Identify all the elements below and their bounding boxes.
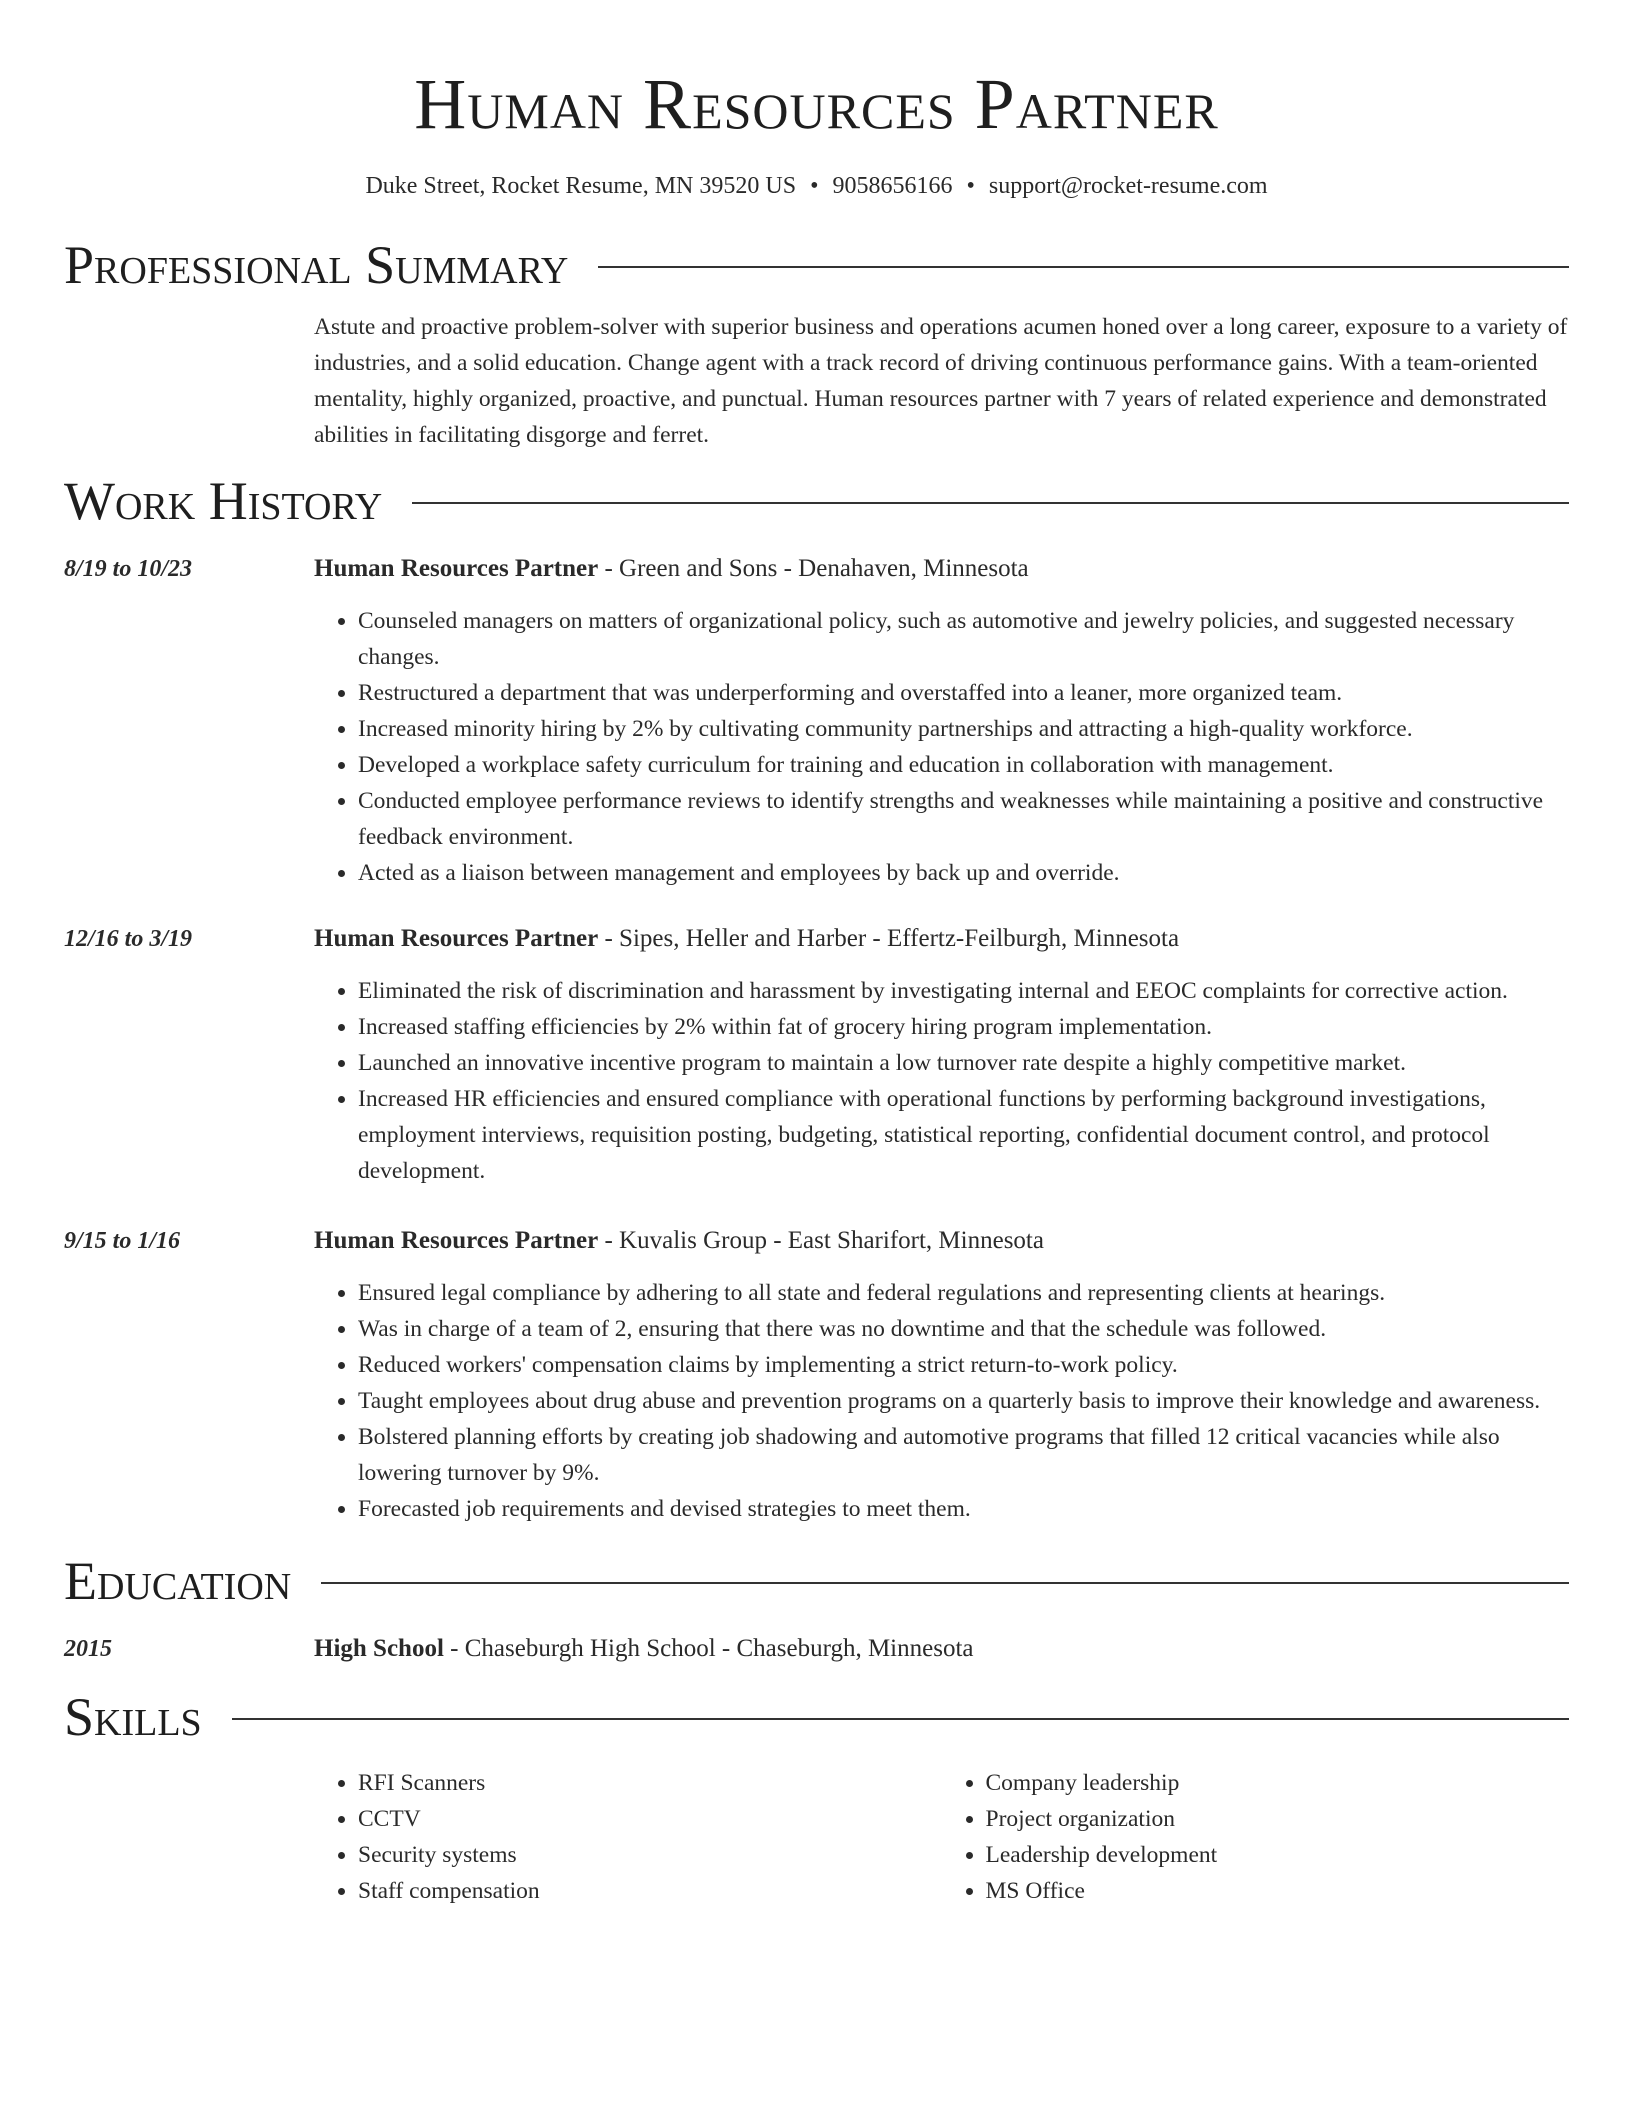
job-details: - Green and Sons - Denahaven, Minnesota [598, 555, 1029, 582]
list-item: • Forecasted job requirements and devised strategies to meet them. [358, 1491, 1569, 1527]
work-history-section [64, 469, 1569, 1527]
education-heading-line [314, 1631, 1569, 1667]
contact-separator: • [810, 173, 819, 199]
list-item: • Acted as a liaison between management and employees by back up and override. [358, 855, 1569, 891]
section-divider [412, 502, 1569, 504]
list-item: • Counseled managers on matters of organizational policy, such as automotive and jewelry policies, and suggested necessary changes. [358, 603, 1569, 675]
skill-item: • Security systems [358, 1837, 942, 1873]
list-item: • Restructured a department that was underperforming and overstaffed into a leaner, more organized team. [358, 675, 1569, 711]
education-heading: Education [64, 1551, 292, 1611]
contact-separator: • [966, 173, 975, 199]
list-item: • Increased HR efficiencies and ensured compliance with operational functions by performing background investigations, employment interviews, requisition posting, budgeting, statistical reporting, confidential document control, and protocol development. [358, 1081, 1569, 1189]
list-item: • Launched an innovative incentive program to maintain a low turnover rate despite a highly competitive market. [358, 1045, 1569, 1081]
skill-item: • RFI Scanners [358, 1765, 942, 1801]
skill-item: • Staff compensation [358, 1873, 942, 1909]
list-item: • Conducted employee performance reviews to identify strengths and weaknesses while maintaining a positive and constructive feedback environment. [358, 783, 1569, 855]
job-entry [64, 1223, 1569, 1527]
education-year: 2015 [64, 1636, 112, 1662]
list-item: • Reduced workers' compensation claims by implementing a strict return-to-work policy. [358, 1347, 1569, 1383]
job-bullets [314, 603, 1569, 891]
summary-section [64, 233, 1569, 453]
skill-item: • MS Office [986, 1873, 1570, 1909]
job-dates: 12/16 to 3/19 [64, 926, 193, 952]
job-heading [314, 551, 1569, 587]
list-item: • Eliminated the risk of discrimination and harassment by investigating internal and EEOC complaints for corrective action. [358, 973, 1569, 1009]
list-item: • Increased minority hiring by 2% by cultivating community partnerships and attracting a high-quality workforce. [358, 711, 1569, 747]
job-entry [64, 921, 1569, 1189]
job-bullets [314, 973, 1569, 1189]
education-section [64, 1549, 1569, 1667]
skill-item: • CCTV [358, 1801, 942, 1837]
job-bullets [314, 1275, 1569, 1527]
list-item: • Bolstered planning efforts by creating job shadowing and automotive programs that filled 12 critical vacancies while also lowering turnover by 9%. [358, 1419, 1569, 1491]
education-details: - Chaseburgh High School - Chaseburgh, Minnesota [443, 1635, 974, 1662]
skill-item: • Company leadership [986, 1765, 1570, 1801]
skill-item: • Leadership development [986, 1837, 1570, 1873]
contact-line [64, 170, 1569, 202]
job-details: - Sipes, Heller and Harber - Effertz-Feilburgh, Minnesota [598, 925, 1180, 952]
section-divider [598, 266, 1569, 268]
section-divider [321, 1582, 1569, 1584]
skills-heading: Skills [64, 1687, 202, 1747]
summary-text: Astute and proactive problem-solver with superior business and operations acumen honed over a long career, exposure to a variety of industries, and a solid education. Change agent with a track record of driving continuous performance gains. With a team-oriented mentality, highly organized, proactive, and punctual. Human resources partner with 7 years of related experience and demonstrated abilities in facilitating disgorge and ferret. [314, 314, 1568, 448]
work-history-section-header [64, 469, 1569, 533]
summary-heading: Professional Summary [64, 235, 569, 295]
skill-item: • Project organization [986, 1801, 1570, 1837]
job-title: Human Resources Partner [314, 555, 599, 582]
work-history-heading: Work History [64, 471, 383, 531]
education-degree: High School [314, 1635, 444, 1662]
summary-section-header [64, 233, 1569, 297]
skills-grid [314, 1765, 1569, 1909]
job-entry [64, 551, 1569, 891]
contact-email: support@rocket-resume.com [988, 173, 1268, 199]
job-title: Human Resources Partner [314, 925, 599, 952]
skills-column-left [314, 1765, 942, 1909]
job-heading [314, 1223, 1569, 1259]
education-entry [64, 1631, 1569, 1667]
candidate-name: Human Resources Partner [414, 64, 1219, 144]
skills-column-right [942, 1765, 1570, 1909]
list-item: • Increased staffing efficiencies by 2% within fat of grocery hiring program implementation. [358, 1009, 1569, 1045]
list-item: • Was in charge of a team of 2, ensuring that there was no downtime and that the schedule was followed. [358, 1311, 1569, 1347]
skills-section-header [64, 1685, 1569, 1749]
job-dates: 9/15 to 1/16 [64, 1228, 181, 1254]
list-item: • Taught employees about drug abuse and prevention programs on a quarterly basis to improve their knowledge and awareness. [358, 1383, 1569, 1419]
contact-phone: 9058656166 [832, 173, 953, 199]
job-title: Human Resources Partner [314, 1227, 599, 1254]
contact-address: Duke Street, Rocket Resume, MN 39520 US [365, 173, 797, 199]
job-heading [314, 921, 1569, 957]
job-dates: 8/19 to 10/23 [64, 556, 193, 582]
education-section-header [64, 1549, 1569, 1613]
list-item: • Developed a workplace safety curriculum for training and education in collaboration with management. [358, 747, 1569, 783]
job-details: - Kuvalis Group - East Sharifort, Minnesota [598, 1227, 1044, 1254]
section-divider [232, 1718, 1569, 1720]
skills-section [64, 1685, 1569, 1909]
list-item: • Ensured legal compliance by adhering to all state and federal regulations and representing clients at hearings. [358, 1275, 1569, 1311]
